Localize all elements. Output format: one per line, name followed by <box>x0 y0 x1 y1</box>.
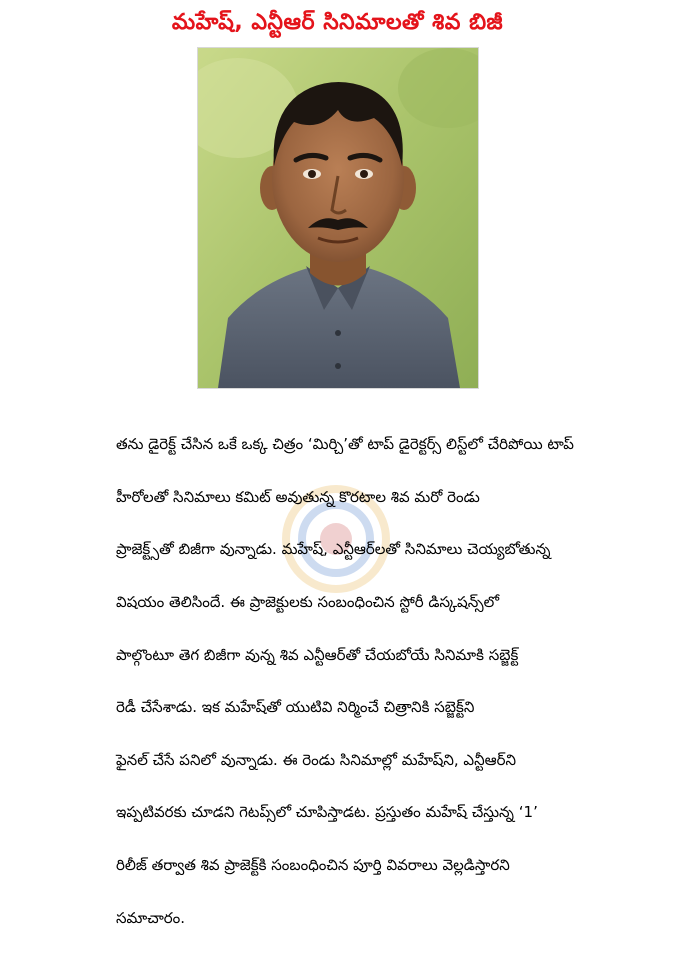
article-line: ఫైనల్ చేసే పనిలో వున్నాడు. ఈ రెండు సినిమాల్లో మహేష్‌ని, ఎన్టీఆర్‌ని <box>116 750 517 769</box>
article-line: ఇప్పటివరకు చూడని గెటప్స్‌లో చూపిస్తాడట. ప్రస్తుతం మహేష్ చేస్తున్న ‘1’ <box>116 803 538 822</box>
article-line: హీరోలతో సినిమాలు కమిట్ అవుతున్న కొరటాల శివ మరో రెండు <box>116 487 480 506</box>
article-line: సమాచారం. <box>116 908 186 927</box>
article-body <box>116 405 596 957</box>
portrait-photo <box>197 47 479 389</box>
article-line: ప్రాజెక్ట్స్‌తో బిజీగా వున్నాడు. మహేష్, ఎన్టీఆర్‌లతో సినిమాలు చెయ్యబోతున్న <box>116 540 551 559</box>
article-line: రిలీజ్ తర్వాత శివ ప్రాజెక్ట్‌కి సంబంధించిన పూర్తి వివరాలు వెల్లడిస్తారని <box>116 856 510 875</box>
article-line: రెడీ చేసేశాడు. ఇక మహేష్‌తో యుటివి నిర్మించే చిత్రానికి సబ్జెక్ట్‌ని <box>116 698 475 717</box>
article-line: విషయం తెలిసిందే. ఈ ప్రాజెక్టులకు సంబంధించిన స్టోరీ డిస్కషన్స్‌లో <box>116 593 500 612</box>
portrait-illustration <box>198 48 478 388</box>
headline: మహేష్, ఎన్టీఆర్ సినిమాలతో శివ బిజీ <box>171 10 504 35</box>
article-line: పాల్గొంటూ తెగ బిజీగా వున్న శివ ఎన్టీఆర్‌తో చేయబోయే సినిమాకి సబ్జెక్ట్ <box>116 645 519 664</box>
article-line: తను డైరెక్ట్ చేసిన ఒకే ఒక్క చిత్రం ‘మిర్చి’తో టాప్ డైరెక్టర్స్ లిస్ట్‌లో చేరిపోయి టాప్ <box>116 435 574 454</box>
